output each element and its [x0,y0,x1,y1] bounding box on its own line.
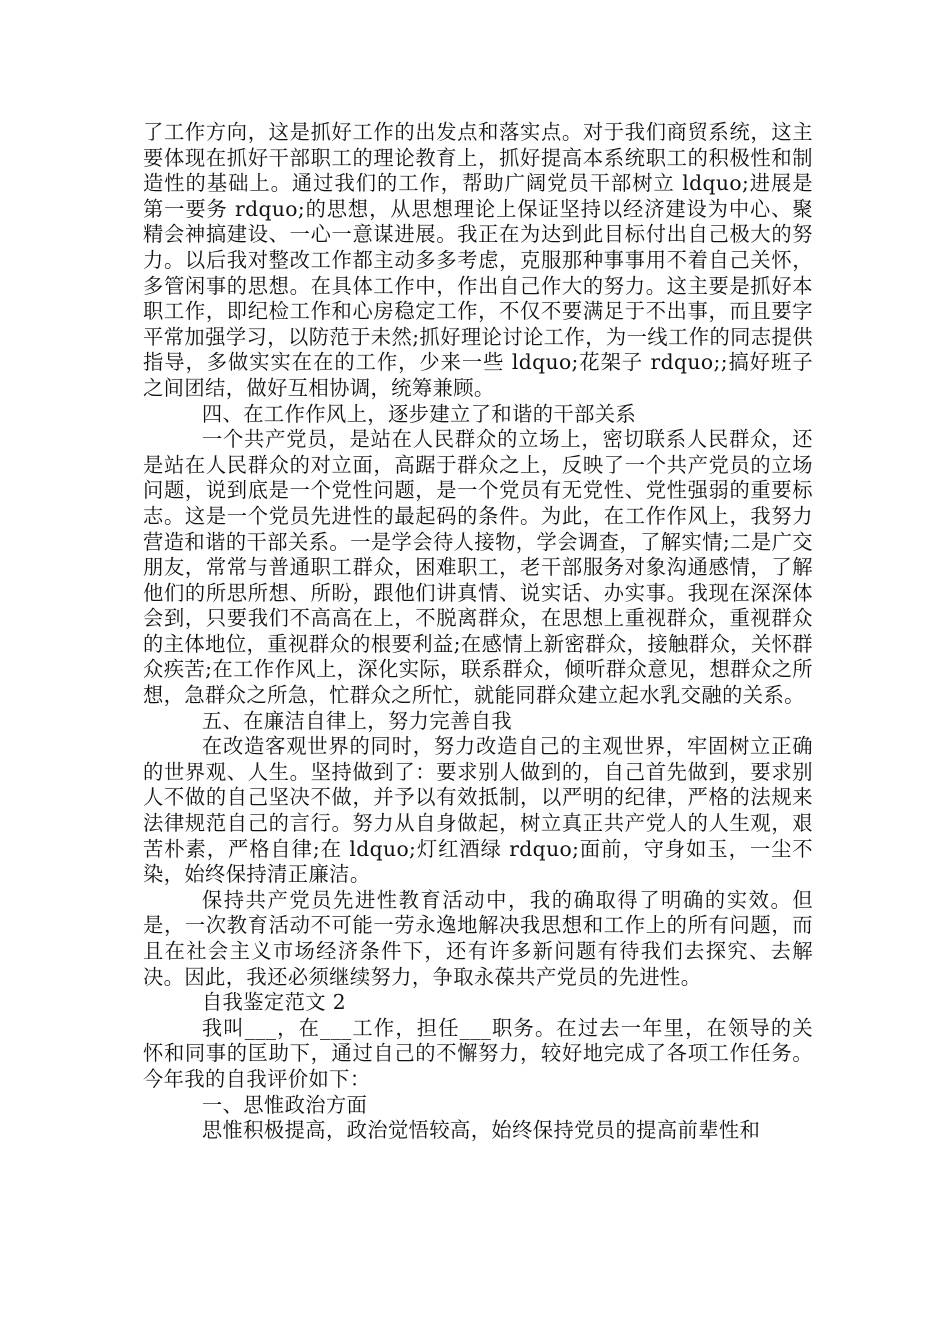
body-paragraph: 了工作方向，这是抓好工作的出发点和落实点。对于我们商贸系统，这主要体现在抓好干部职工的理论教育上，抓好提高本系统职工的积极性和制造性的基础上。通过我们的工作，帮助广阔党员干部树立 ldquo;进展是第一要务 rdquo;的思想，从思想理论上保证坚持以经济建设为中心、聚精会神搞建设、一心一意谋进展。我正在为达到此目标付出自己极大的努力。以后我对整改工作都主动多多考虑，克服那种事事用不着自己关怀，多管闲事的思想。在具体工作中，作出自己作大的努力。这主要是抓好本职工作，即纪检工作和心房稳定工作，不仅不要满足于不出事，而且要字平常加强学习，以防范于未然;抓好理论讨论工作，为一线工作的同志提供指导，多做实实在在的工作，少来一些 ldquo;花架子 rdquo;;搞好班子之间团结，做好互相协调，统筹兼顾。 [143,120,813,400]
section-heading: 一、思惟政治方面 [201,1092,368,1117]
body-paragraph: 思惟积极提高，政治觉悟较高，始终保持党员的提高前辈性和 [201,1118,761,1143]
document-body [143,120,813,1144]
body-paragraph: 保持共产党员先进性教育活动中，我的确取得了明确的实效。但是，一次教育活动不可能一劳永逸地解决我思想和工作上的所有问题，而且在社会主义市场经济条件下，还有许多新问题有待我们去探究、去解决。因此，我还必须继续努力，争取永葆共产党员的先进性。 [143,887,813,989]
body-paragraph: 一个共产党员，是站在人民群众的立场上，密切联系人民群众，还是站在人民群众的对立面，高踞于群众之上，反映了一个共产党员的立场问题，说到底是一个党性问题，是一个党员有无党性、党性强弱的重要标志。这是一个党员先进性的最起码的条件。为此，在工作作风上，我努力营造和谐的干部关系。一是学会待人接物，学会调查，了解实情;二是广交朋友，常常与普通职工群众，困难职工，老干部服务对象沟通感情，了解他们的所思所想、所盼，跟他们讲真情、说实话、办实事。我现在深深体会到，只要我们不高高在上，不脱离群众，在思想上重视群众，重视群众的主体地位，重视群众的根要利益;在感情上新密群众，接触群众，关怀群众疾苦;在工作作风上，深化实际，联系群众，倾听群众意见，想群众之所想，急群众之所急，忙群众之所忙，就能同群众建立起水乳交融的关系。 [143,427,813,708]
body-paragraph: 在改造客观世界的同时，努力改造自己的主观世界，牢固树立正确的世界观、人生。坚持做到了：要求别人做到的，自己首先做到，要求别人不做的自己坚决不做，并予以有效抵制，以严明的纪律，严格的法规来法律规范自己的言行。努力从自身做起，树立真正共产党人的人生观，艰苦朴素，严格自律;在 ldquo;灯红酒绿 rdquo;面前，守身如玉，一尘不染，始终保持清正廉洁。 [143,734,813,887]
section-heading: 五、在廉洁自律上，努力完善自我 [201,708,513,733]
section-heading: 自我鉴定范文 2 [201,990,347,1015]
body-paragraph: 我叫___，在___工作，担任___职务。在过去一年里，在领导的关怀和同事的匡助下，通过自己的不懈努力，较好地完成了各项工作任务。今年我的自我评价如下： [143,1015,813,1091]
section-heading: 四、在工作作风上，逐步建立了和谐的干部关系 [201,401,637,426]
